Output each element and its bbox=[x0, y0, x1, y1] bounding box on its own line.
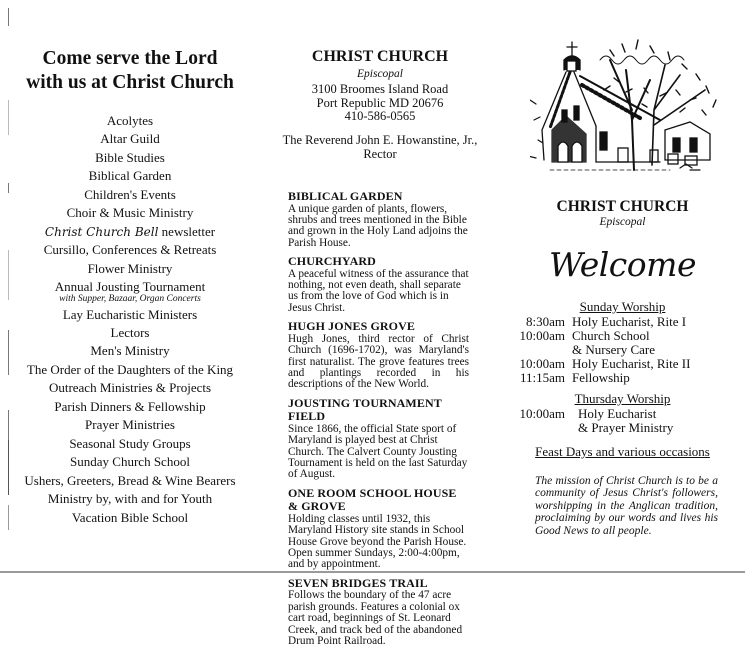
address-line-2: Port Republic MD 20676 bbox=[316, 95, 444, 110]
section-hugh-jones-grove bbox=[288, 320, 469, 391]
schedule-row bbox=[507, 407, 673, 421]
thursday-schedule bbox=[507, 407, 673, 435]
ministries-list bbox=[0, 112, 260, 527]
service-time: 10:00am bbox=[519, 406, 565, 421]
rector-block bbox=[260, 133, 500, 161]
service-time: 8:30am bbox=[526, 314, 565, 329]
title-line-2: with us at Christ Church bbox=[26, 72, 234, 93]
ministry-label: Seasonal Study Groups bbox=[69, 435, 191, 451]
ministry-label: Bible Studies bbox=[95, 149, 165, 165]
schedule-row bbox=[513, 371, 690, 385]
ministry-item bbox=[0, 260, 260, 278]
rector-title: Rector bbox=[363, 147, 397, 161]
section-heading: BIBLICAL GARDEN bbox=[288, 189, 403, 203]
church-address bbox=[260, 83, 500, 124]
ministry-item bbox=[0, 435, 260, 453]
ministry-item bbox=[0, 361, 260, 379]
sunday-schedule bbox=[513, 315, 690, 385]
address-line-1: 3100 Broomes Island Road bbox=[311, 82, 449, 96]
rector-name: The Reverend John E. Howanstine, Jr., bbox=[282, 133, 478, 147]
ministry-item bbox=[0, 278, 260, 303]
ministry-item bbox=[0, 130, 260, 148]
section-biblical-garden bbox=[288, 190, 469, 249]
section-body: Since 1866, the official State sport of Maryland is played best at Christ Church. The Calvert County Jousting Tournament is held on the last Saturday of August. bbox=[288, 422, 468, 481]
section-heading: JOUSTING TOURNAMENT FIELD bbox=[288, 395, 442, 424]
service-time bbox=[507, 421, 578, 435]
ministry-item bbox=[0, 472, 260, 490]
ministry-item bbox=[0, 453, 260, 471]
ministry-item bbox=[0, 398, 260, 416]
service-time: 11:15am bbox=[519, 370, 565, 385]
section-body: Holding classes until 1932, this Maryland History site stands in School House Grove beyond the Parish House. Open summer Sundays, 2:00-4:00pm, and by appointment. bbox=[288, 512, 467, 571]
service-name: Fellowship bbox=[572, 370, 630, 385]
ministry-label: Lay Eucharistic Ministers bbox=[62, 306, 198, 322]
ministry-label: Sunday Church School bbox=[70, 454, 190, 470]
ministry-label: Annual Jousting Tournament bbox=[54, 279, 206, 295]
service-name: Holy Eucharist, Rite I bbox=[572, 314, 687, 329]
newsletter-name: Christ Church Bell bbox=[44, 224, 159, 239]
service-time bbox=[513, 343, 572, 357]
ministries-title bbox=[0, 47, 260, 95]
service-time: 10:00am bbox=[519, 356, 565, 371]
service-name: Church School bbox=[572, 328, 650, 343]
church-info-panel bbox=[260, 0, 500, 647]
schedule-row bbox=[513, 329, 690, 343]
ministry-label: Men's Ministry bbox=[90, 343, 170, 359]
ministry-label: Lectors bbox=[110, 324, 150, 340]
thursday-worship-heading: Thursday Worship bbox=[574, 391, 671, 406]
ministry-sublabel: with Supper, Bazaar, Organ Concerts bbox=[59, 293, 201, 304]
schedule-row bbox=[507, 421, 673, 435]
title-line-1: Come serve the Lord bbox=[42, 48, 218, 69]
schedule-row bbox=[513, 343, 690, 357]
ministry-label: Outreach Ministries & Projects bbox=[48, 380, 212, 396]
service-name: & Prayer Ministry bbox=[578, 420, 674, 435]
ministry-item bbox=[0, 379, 260, 397]
service-time: 10:00am bbox=[519, 328, 565, 343]
church-illustration bbox=[530, 30, 730, 180]
grounds-sections bbox=[288, 190, 469, 653]
section-school-house bbox=[288, 487, 469, 571]
service-name: Holy Eucharist, Rite II bbox=[572, 356, 691, 371]
welcome-heading: Welcome bbox=[549, 245, 696, 284]
section-body: Hugh Jones, third rector of Christ Church (1696-1702), was Maryland's first naturalist. The grove features trees and plantings recorded in his descriptions of the New World. bbox=[288, 332, 469, 391]
feast-days-note: Feast Days and various occasions bbox=[535, 444, 710, 459]
ministry-label: Choir & Music Ministry bbox=[66, 205, 194, 221]
mission-statement: The mission of Christ Church is to be a community of Jesus Christ's followers, worshipping in the Anglican tradition, proclaiming by our words and lives his Good News to all people. bbox=[535, 475, 718, 537]
ministries-panel bbox=[0, 0, 260, 571]
section-heading: SEVEN BRIDGES TRAIL bbox=[288, 575, 428, 590]
phone-number: 410-586-0565 bbox=[344, 109, 416, 123]
right-church-name: CHRIST CHURCH bbox=[556, 198, 689, 215]
right-denomination: Episcopal bbox=[599, 216, 646, 228]
ministry-item bbox=[0, 167, 260, 185]
ministry-item bbox=[0, 490, 260, 508]
section-churchyard bbox=[288, 255, 469, 314]
ministry-label: Acolytes bbox=[106, 113, 154, 128]
denomination: Episcopal bbox=[357, 68, 403, 80]
ministry-label: Altar Guild bbox=[100, 131, 160, 147]
ministry-label: Ministry by, with and for Youth bbox=[47, 491, 213, 507]
ministry-item bbox=[0, 416, 260, 434]
church-name: CHRIST CHURCH bbox=[311, 48, 449, 65]
ministry-item bbox=[0, 149, 260, 167]
ministry-label: The Order of the Daughters of the King bbox=[26, 361, 234, 377]
schedule-row bbox=[513, 315, 690, 329]
section-body: A unique garden of plants, flowers, shrubs and trees mentioned in the Bible and grown in the Holy Land adjoins the Parish House. bbox=[288, 202, 468, 249]
section-heading: ONE ROOM SCHOOL HOUSE & GROVE bbox=[288, 485, 457, 514]
ministry-label: Vacation Bible School bbox=[71, 509, 189, 525]
ministry-item bbox=[0, 112, 260, 130]
ministry-item bbox=[0, 509, 260, 527]
ministry-item bbox=[0, 204, 260, 222]
ministry-item bbox=[0, 306, 260, 324]
ministry-label: Children's Events bbox=[84, 186, 176, 202]
ministry-label: Parish Dinners & Fellowship bbox=[54, 398, 206, 414]
schedule-row bbox=[513, 357, 690, 371]
section-body: Follows the boundary of the 47 acre parish grounds. Features a colonial ox cart road, beginnings of St. Leonard Creek, and track bed of the abandoned Drum Point Railroad. bbox=[288, 589, 463, 647]
ministry-item bbox=[0, 342, 260, 360]
ministry-item bbox=[0, 324, 260, 342]
ministry-item bbox=[0, 223, 260, 241]
ministry-label: Ushers, Greeters, Bread & Wine Bearers bbox=[24, 472, 236, 488]
ministry-label: newsletter bbox=[158, 223, 216, 239]
ministry-label: Flower Ministry bbox=[87, 260, 173, 276]
ministry-label: Cursillo, Conferences & Retreats bbox=[43, 242, 217, 258]
ministry-item bbox=[0, 241, 260, 259]
ministry-label: Biblical Garden bbox=[88, 168, 172, 184]
ministry-label: Prayer Ministries bbox=[85, 417, 175, 433]
ministry-item bbox=[0, 186, 260, 204]
section-heading: HUGH JONES GROVE bbox=[288, 319, 415, 334]
service-name: Holy Eucharist bbox=[578, 406, 657, 421]
page-bottom-border bbox=[0, 571, 745, 573]
sunday-worship-heading: Sunday Worship bbox=[579, 299, 666, 314]
section-jousting-field bbox=[288, 397, 469, 481]
section-seven-bridges-trail bbox=[288, 577, 469, 648]
section-heading: CHURCHYARD bbox=[288, 254, 376, 269]
service-name: & Nursery Care bbox=[572, 342, 656, 357]
section-body: A peaceful witness of the assurance that nothing, not even death, shall separate us from the love of God which is in Jesus Christ. bbox=[288, 267, 469, 314]
